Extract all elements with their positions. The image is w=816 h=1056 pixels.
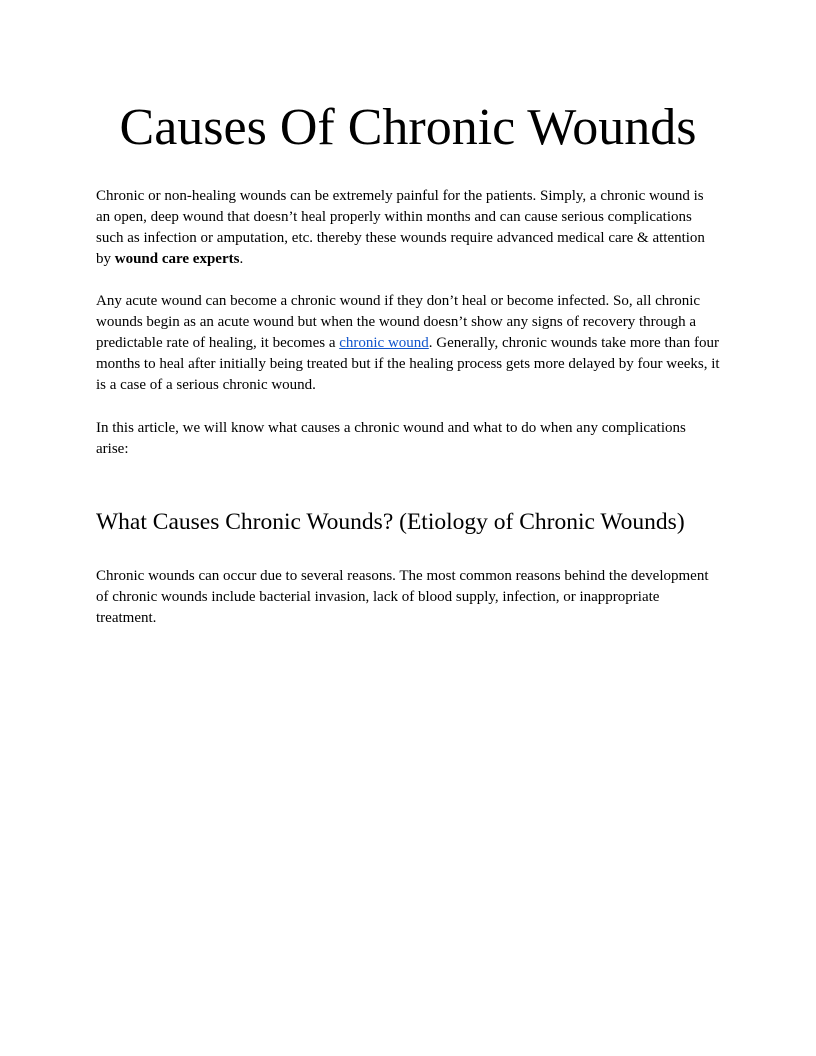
causes-paragraph: Chronic wounds can occur due to several reasons. The most common reasons behind the development of chronic wounds include bacterial invasion, lack of blood supply, infection, or inappropriate treatment. [96,568,709,626]
intro-text: Chronic or non-healing wounds can be extremely painful for the patients. Simply, a chronic wound is an open, deep wound that doesn’t heal properly within months and can cause serious complications such as infection or amputation, etc. thereby these wounds require advanced medical care & attention by [96,188,705,267]
paragraph2-text-end: . Generally, chronic wounds take more than four months to heal after initially being treated but if the healing process gets more delayed by four weeks, it is a case of a serious chronic wound. [96,335,720,393]
article-intro-paragraph: In this article, we will know what causes a chronic wound and what to do when any complications arise: [96,420,686,457]
wound-care-experts-bold: wound care experts [114,251,240,267]
acute-wound-paragraph [96,291,720,396]
chronic-wound-link[interactable]: chronic wound [339,335,429,351]
section-heading: What Causes Chronic Wounds? (Etiology of Chronic Wounds) [96,509,685,535]
intro-paragraph [96,186,720,270]
paragraph2-text: Any acute wound can become a chronic wound if they don’t heal or become infected. So, all chronic wounds begin as an acute wound but when the wound doesn’t show any signs of recovery through a predictable rate of healing, it becomes a [96,293,701,351]
page-title: Causes Of Chronic Wounds [119,99,697,156]
intro-text-end: . [239,251,244,267]
